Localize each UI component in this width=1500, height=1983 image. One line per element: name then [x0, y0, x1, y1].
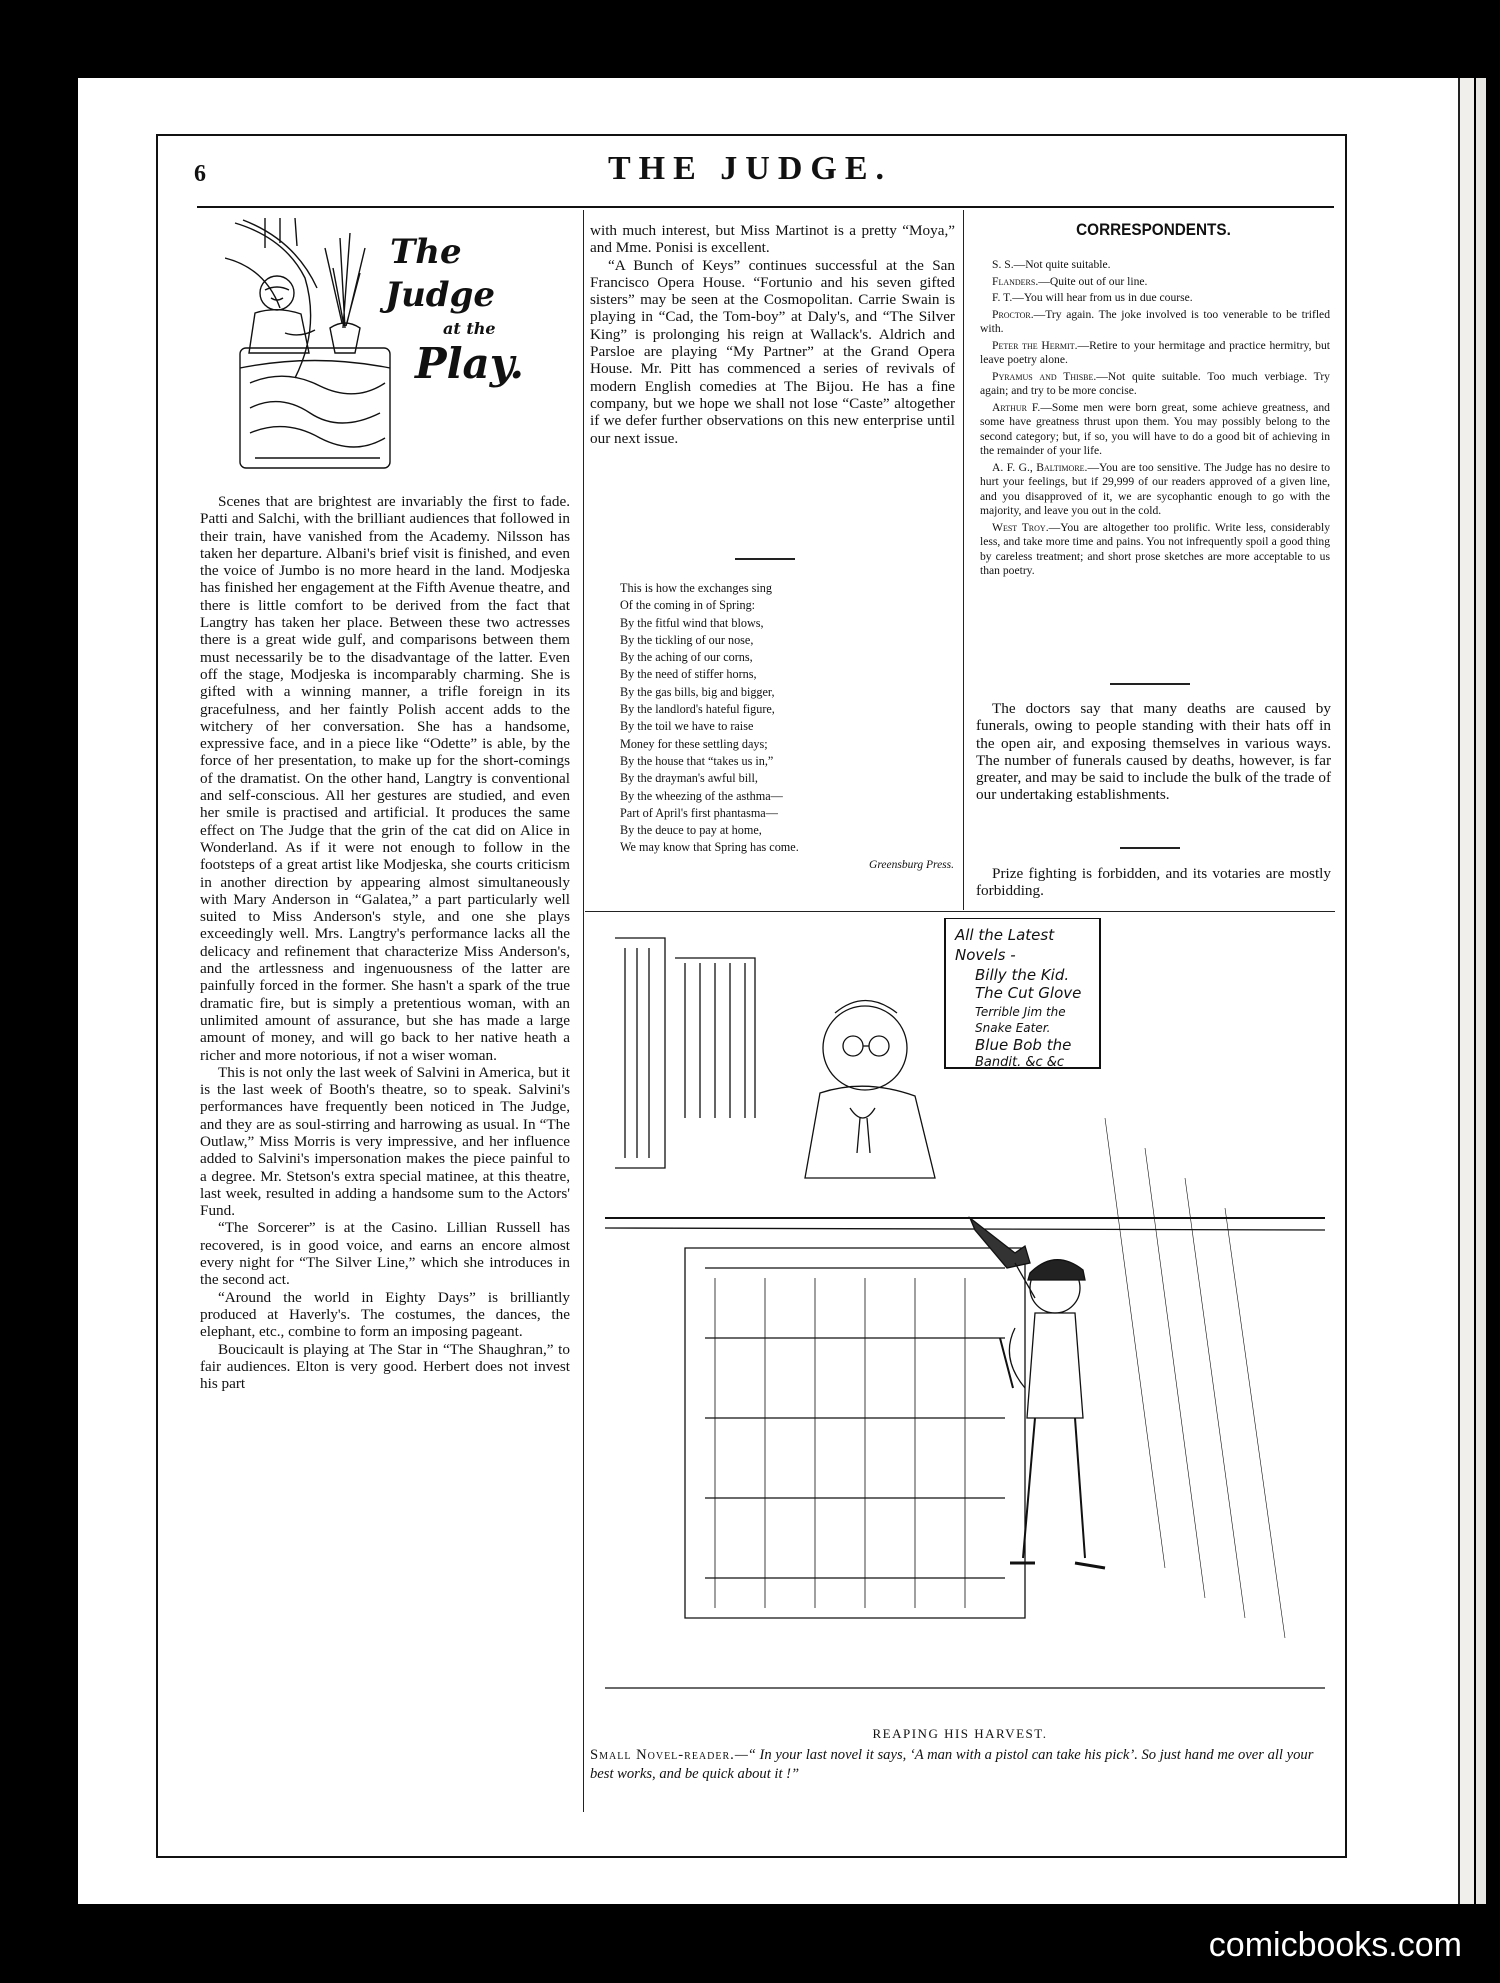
paragraph: “A Bunch of Keys” continues successful at the San Francisco Opera House. “Fortunio and his seven gifted sisters” may be seen at the Cosmopolitan. Carrie Swain is playing in “Cad, the Tom-boy” at Daly's, and “The Silver King” is prolonging his reign at Wallack's. Aldrich and Parsloe are playing “My Partner” at the Grand Opera House. Mr. Pitt has commenced a series of revivals of modern English comedies at The Bijou. He has a fine company, but we hope we shall not lose “Caste” altogether if we defer further observations on this new enterprise until our next issue.: [590, 256, 955, 447]
poem-line: By the landlord's hateful figure,: [620, 702, 775, 717]
correspondent-name: Flanders.: [992, 274, 1039, 288]
poem-line: By the drayman's awful bill,: [620, 771, 758, 786]
poem-line: By the wheezing of the asthma—: [620, 788, 783, 803]
poem-line: By the house that “takes us in,”: [620, 753, 774, 768]
paragraph: “Around the world in Eighty Days” is brilliantly produced at Haverly's. The costumes, the dances, the elephant, etc., combine to form an imposing pageant.: [200, 1288, 570, 1341]
vignette-title-line-3: at the: [443, 319, 496, 338]
poem-line: By the tickling of our nose,: [620, 632, 754, 647]
section-divider: [1120, 847, 1180, 849]
poem-line: By the fitful wind that blows,: [620, 615, 764, 630]
column-rule-2: [963, 210, 964, 910]
paragraph: This is not only the last week of Salvini in America, but it is the last week of Booth's theatre, so to speak. Salvini's performances have frequently been noticed in The Judge, and they are as soul-stirring and harrowing as usual. In “The Outlaw,” Miss Morris is very impressive, and her influence added to Salvini's impersonation makes the piece painful to a degree. Mr. Stetson's extra special matinee, at this theatre, last week, resulted in adding a handsome sum to the Actors' Fund.: [200, 1063, 570, 1220]
prize-paragraph-block: [976, 865, 1331, 900]
correspondent-name: West Troy.: [992, 520, 1049, 534]
correspondent-entry: [980, 339, 1330, 368]
section-divider: [1110, 683, 1190, 685]
correspondent-name: A. F. G., Baltimore.: [992, 460, 1088, 474]
judge-at-play-vignette: [225, 218, 560, 480]
cartoon-caption-title: REAPING HIS HARVEST.: [872, 1726, 1048, 1741]
reaping-his-harvest-cartoon: [605, 918, 1325, 1710]
correspondent-name: Arthur F.: [992, 400, 1041, 414]
doctors-paragraph-block: [976, 700, 1331, 804]
theatre-review-column: [200, 493, 570, 1392]
poem-line: By the toil we have to raise: [620, 719, 754, 734]
correspondent-name: Peter the Hermit.: [992, 338, 1078, 352]
cartoon-sign-line: Snake Eater.: [975, 1021, 1051, 1035]
correspondents-list: [980, 258, 1330, 581]
poem-line: By the deuce to pay at home,: [620, 823, 762, 838]
poem-line: By the gas bills, big and bigger,: [620, 684, 775, 699]
paragraph: Prize fighting is forbidden, and its votaries are mostly forbidding.: [976, 865, 1331, 900]
poem-line: By the need of stiffer horns,: [620, 667, 757, 682]
cartoon-sign-line: Blue Bob the: [975, 1036, 1072, 1054]
paragraph: with much interest, but Miss Martinot is a pretty “Moya,” and Mme. Ponisi is excellent.: [590, 222, 955, 257]
book-spine-edge: [1476, 78, 1486, 1904]
correspondent-entry: [980, 291, 1330, 306]
paragraph: The doctors say that many deaths are caused by funerals, owing to people standing with their hats off in the open air, and exposing themselves in various ways. The number of funerals caused by deaths, however, is far greater, and may be said to include the bulk of the trade of our undertaking establishments.: [976, 700, 1331, 804]
poem-line: Money for these settling days;: [620, 736, 768, 751]
paragraph: Scenes that are brightest are invariably the first to fade. Patti and Salchi, with the brilliant audiences that followed in their train, have vanished from the Academy. Nilsson has taken her departure. Albani's brief visit is finished, and even the voice of Jumbo is no more heard in the land. Modjeska has finished her engagement at the Fifth Avenue theatre, and there is little comfort to be derived from the fact that Langtry has taken her place. Between these two actresses there is a great wide gulf, and comparisons between them must necessarily be to the disadvantage of the latter. Even off the stage, Modjeska is incomparably charming. She is gifted with a winning manner, a trifle foreign in its gracefulness, and her faintly Polish accent adds to the witchery of her conversation. She has a handsome, expressive face, and in a piece like “Odette” is able, by the force of her presentation, to make up for the short-comings of the dramatist. On the other hand, Langtry is conventional and self-conscious. All her gestures are studied, and even her smile is practised and artificial. It produces the same effect on The Judge that the grin of the cat did on Alice in Wonderland. As if it were not enough to follow in the footsteps of a great artist like Modjeska, she courts criticism in another direction by appearing almost simultaneously with Mary Anderson in “Galatea,” a part particularly well suited to Miss Anderson's style, and one she plays exceedingly well. Mrs. Langtry's performance lacks all the delicacy and refinement that characterize Miss Anderson's, and the artlessness and ingenuousness of the latter are painfully forced in the former. She hasn't a spark of the true dramatic fire, but is simply a pretentious woman, with an unlimited amount of assurance, but she has made a large amount of money, and will go back to her native heath a richer and more notorious, if not a wiser woman.: [200, 493, 570, 1064]
correspondent-name: F. T.: [992, 291, 1013, 304]
cartoon-sign-line: Terrible Jim the: [975, 1005, 1066, 1019]
paragraph: Boucicault is playing at The Star in “The Shaughran,” to fair audiences. Elton is very good. Herbert does not invest his part: [200, 1340, 570, 1393]
poem-line: Of the coming in of Spring:: [620, 598, 756, 613]
poem-line: By the aching of our corns,: [620, 650, 753, 665]
correspondent-entry: [980, 521, 1330, 579]
poem-line: Part of April's first phantasma—: [620, 805, 778, 820]
correspondent-reply: —Quite out of our line.: [1038, 274, 1148, 288]
correspondent-name: Pyramus and Thisbe.: [992, 369, 1097, 383]
cartoon-sign-line: All the Latest: [955, 926, 1055, 944]
correspondent-reply: —You will hear from us in due course.: [1012, 291, 1193, 304]
paragraph: “The Sorcerer” is at the Casino. Lillian Russell has recovered, is in good voice, and earns an encore almost every night for “The Silver Line,” which she introduces in the second act.: [200, 1219, 570, 1289]
cartoon-top-rule: [585, 911, 1335, 912]
cartoon-caption: [590, 1746, 1330, 1784]
book-spine: [1458, 78, 1474, 1904]
cartoon-sign-line: The Cut Glove: [975, 984, 1082, 1002]
cartoon-sign-line: Billy the Kid.: [975, 966, 1070, 984]
correspondent-reply: —Retire to your hermitage and practice hermitry, but leave poetry alone.: [980, 338, 1330, 366]
cartoon-caption-speaker: Small Novel-reader.: [590, 1747, 735, 1763]
correspondent-reply: —Not quite suitable.: [1013, 258, 1111, 271]
correspondent-entry: [980, 370, 1330, 399]
watermark-text: comicbooks.com: [1208, 1926, 1462, 1964]
cartoon-sign-line: Bandit. &c &c: [975, 1055, 1065, 1070]
correspondent-reply: —You are altogether too prolific. Write less, considerably less, and take more time and pains. You not infrequently spoil a good thing by careless treatment; and short prose sketches are more acceptable to us than poetry.: [980, 520, 1330, 577]
correspondent-entry: [980, 275, 1330, 290]
correspondent-reply: —You are too sensitive. The Judge has no desire to hurt your feelings, but if 29,999 of our readers approved of a given line, and you disapproved of it, we are sycophantic enough to go with the majority, and leave you out in the cold.: [980, 460, 1330, 517]
masthead-title: THE JUDGE.: [607, 150, 893, 187]
column-rule-1-lower: [583, 912, 584, 1812]
correspondent-name: S. S.: [992, 258, 1014, 271]
correspondents-heading: CORRESPONDENTS.: [1076, 220, 1231, 239]
correspondent-name: Proctor.: [992, 307, 1034, 321]
cartoon-sign-line: Novels -: [955, 946, 1016, 964]
poem-source: Greensburg Press.: [869, 858, 954, 871]
masthead-rule: [197, 206, 1334, 208]
correspondent-reply: —Try again. The joke involved is too venerable to be trifled with.: [980, 307, 1330, 335]
correspondent-entry: [980, 308, 1330, 337]
spring-poem: [620, 580, 954, 874]
column-rule-1: [583, 210, 584, 912]
poem-line: We may know that Spring has come.: [620, 840, 799, 855]
vignette-title-line-2: Judge: [385, 275, 495, 315]
page-number: 6: [194, 161, 206, 187]
correspondent-reply: —Not quite suitable. Too much verbiage. Try again; and try to be more concise.: [980, 369, 1330, 397]
correspondent-entry: [980, 258, 1330, 273]
vignette-title-line-4: Play.: [415, 339, 524, 388]
section-divider: [735, 558, 795, 560]
poem-line: This is how the exchanges sing: [620, 581, 772, 595]
cartoon-caption-text: —“ In your last novel it says, ‘A man with a pistol can take his pick’. So just hand me over all your best works, and be quick about it !”: [590, 1747, 1314, 1782]
review-continuation-column: [590, 222, 955, 447]
vignette-title-line-1: The: [390, 232, 462, 272]
correspondent-reply: —Some men were born great, some achieve greatness, and some have greatness thrust upon them. You may possibly belong to the second category; but, if so, you will have to do a good bit of achieving in the remainder of your life.: [980, 400, 1330, 457]
correspondent-entry: [980, 461, 1330, 519]
correspondent-entry: [980, 401, 1330, 459]
